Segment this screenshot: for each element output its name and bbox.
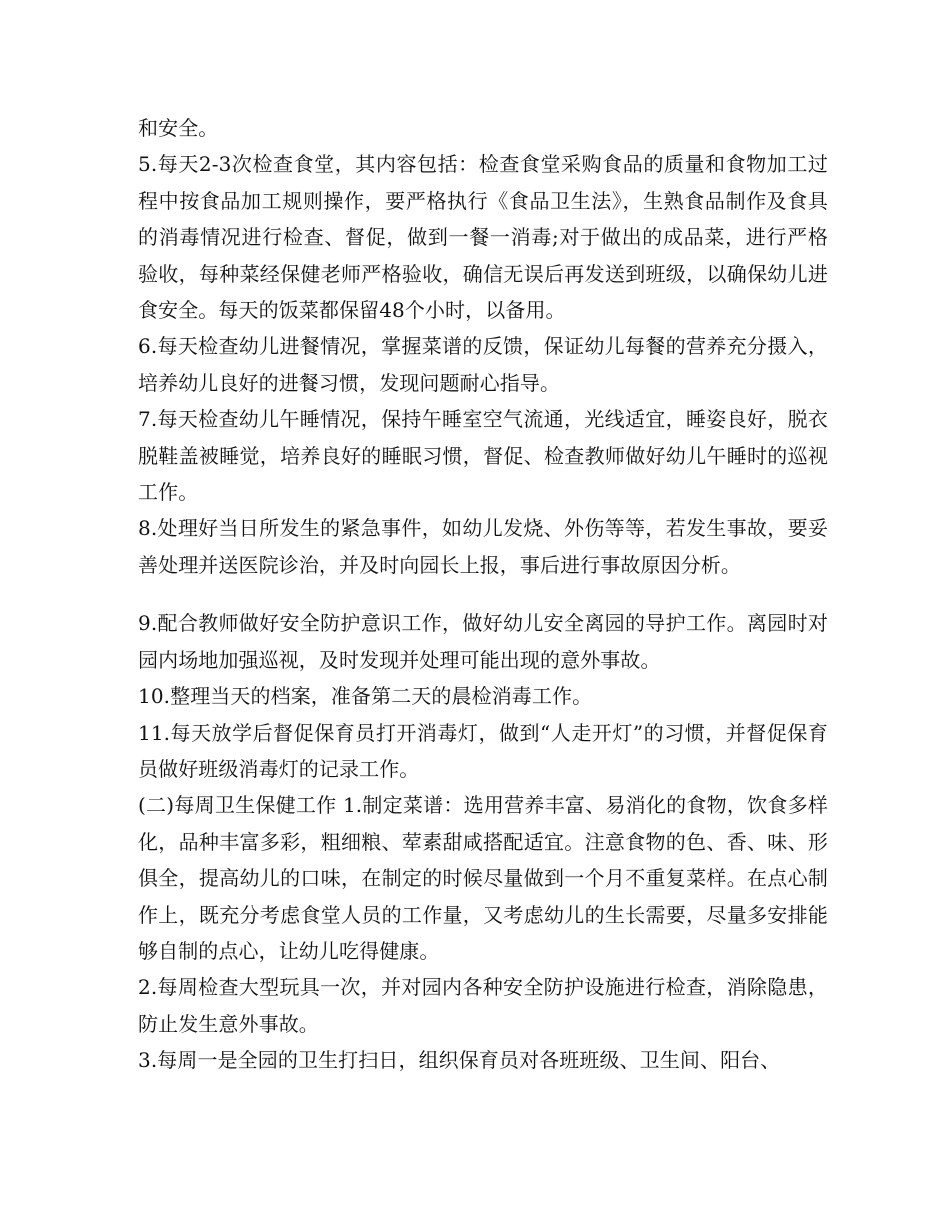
document-body — [138, 110, 828, 1079]
paragraph-safety-end: 和安全。 — [138, 116, 219, 140]
paragraph-item-6: 6.每天检查幼儿进餐情况，掌握菜谱的反馈，保证幼儿每餐的营养充分摄入，培养幼儿良好的进餐习惯，发现问题耐心指导。 — [138, 334, 828, 395]
paragraph-item-10: 10.整理当天的档案，准备第二天的晨检消毒工作。 — [138, 684, 593, 709]
paragraph-item-8: 8.处理好当日所发生的紧急事件，如幼儿发烧、外伤等等，若发生事故，要妥善处理并送医院诊治，并及时向园长上报，事后进行事故原因分析。 — [138, 516, 828, 577]
paragraph-weekly-item-2: 2.每周检查大型玩具一次，并对园内各种安全防护设施进行检查，消除隐患，防止发生意外事故。 — [138, 975, 828, 1036]
paragraph-item-5: 5.每天2-3次检查食堂，其内容包括：检查食堂采购食品的质量和食物加工过程中按食品加工规则操作，要严格执行《食品卫生法》，生熟食品制作及食具的消毒情况进行检查、督促，做到一餐一消毒;对于做出的成品菜，进行严格验收，每种菜经保健老师严格验收，确信无误后再发送到班级，以确保幼儿进食安全。每天的饭菜都保留48个小时，以备用。 — [138, 152, 828, 323]
paragraph-weekly-item-3: 3.每周一是全园的卫生打扫日，组织保育员对各班班级、卫生间、阳台、 — [138, 1048, 781, 1073]
paragraph-gap — [138, 583, 828, 605]
paragraph-weekly-section: (二)每周卫生保健工作 1.制定菜谱：选用营养丰富、易消化的食物，饮食多样化，品种丰富多彩，粗细粮、荤素甜咸搭配适宜。注意食物的色、香、味、形俱全，提高幼儿的口味，在制定的时候尽量做到一个月不重复菜样。在点心制作上，既充分考虑食堂人员的工作量，又考虑幼儿的生长需要，尽量多安排能够自制的点心，让幼儿吃得健康。 — [138, 793, 828, 963]
paragraph-item-11: 11.每天放学后督促保育员打开消毒灯，做到“人走开灯”的习惯，并督促保育员做好班级消毒灯的记录工作。 — [138, 720, 828, 781]
paragraph-item-9: 9.配合教师做好安全防护意识工作，做好幼儿安全离园的导护工作。离园时对园内场地加强巡视，及时发现并处理可能出现的意外事故。 — [138, 611, 828, 672]
paragraph-item-7: 7.每天检查幼儿午睡情况，保持午睡室空气流通，光线适宜，睡姿良好，脱衣脱鞋盖被睡觉，培养良好的睡眠习惯，督促、检查教师做好幼儿午睡时的巡视工作。 — [138, 407, 828, 505]
